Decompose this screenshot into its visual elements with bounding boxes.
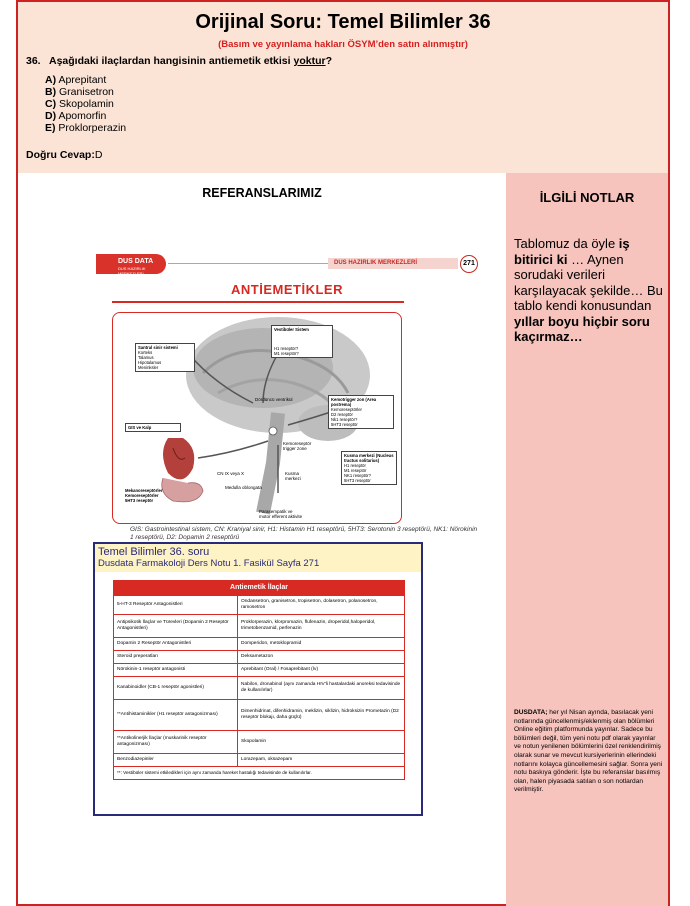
page-frame	[16, 0, 670, 906]
table-row: Dopamin 2 Reseptör Antagonistleri Domperidon, metoklopramid	[114, 637, 404, 650]
question-stem	[26, 55, 332, 67]
answer-options	[45, 74, 126, 134]
table-title: Antiemetik İlaçlar	[114, 581, 404, 595]
question-panel	[18, 2, 668, 173]
table-row: Nörokinin-1 reseptör antagonisti Aprebitant (Oral) / Fosaprebitant (İv)	[114, 663, 404, 676]
antiemetic-table	[113, 580, 405, 780]
book-header: DUS HAZIRLIK MERKEZLERİ	[334, 260, 417, 266]
table-row: Benzodiazepinler Lorazepam, oksazepam	[114, 753, 404, 766]
table-row: Steroid preperatları Deksametazon	[114, 650, 404, 663]
option-c: C) Skopolamin	[45, 98, 114, 110]
notes-small-text: DUSDATA; her yıl Nisan ayında, basılacak yeni notlarında güncellenmiş/eklenmiş olan bölümleri Online eğitim platformunda yayınlar. Sadece bu bölümleri değil, tüm yeni notu pdf olarak yayınlar ve notun yenilenen bölümlerini özel renklendirilmiş olarak sunar ve mevcut kursiyerlerinin ellerindeki notlarını kolayca güncellemesini sağlar. Sonra yeni notu baskıya gönderir. İşte bu referanslar basılmış olan, halen piyasada satılan o son notlardan verilmiştir.	[514, 709, 663, 794]
table-row: Antipsikotik İlaçlar ve Türevleri (Dopamin 2 Reseptör Antagonistleri) Proklorperazin, klorpromazin, flufenazin, droperidol,haloperidol, trimetobenzamid, perfenazin	[114, 614, 404, 637]
question-keyword: yoktur	[293, 55, 326, 67]
option-d: D) Apomorfin	[45, 110, 107, 122]
brand-logo: DUS DATA DUS HAZIRLIK MERKEZLERİ	[96, 254, 166, 274]
question-number: 36.	[26, 55, 41, 67]
question-mark: ?	[325, 55, 333, 67]
box-gis: GIS ve Kalp	[125, 423, 181, 432]
label-medulla: Medulla oblongata	[225, 485, 262, 490]
box-santral: Santral sinir sistemi Korteks Talamus Hipotalamus Meninksler	[135, 343, 195, 372]
overlay-subtitle: Dusdata Farmakoloji Ders Notu 1. Fasikül Sayfa 271	[98, 558, 320, 569]
box-mekanoreseptor: Mekanoreseptörler Kemoreseptörler 5HT3 reseptör	[125, 488, 163, 503]
reference-overlay	[93, 542, 423, 816]
book-page	[96, 254, 494, 544]
label-kusma-merkezi: Kusma merkezi	[285, 471, 301, 482]
notes-title: İLGİLİ NOTLAR	[539, 190, 635, 205]
book-title: ANTİEMETİKLER	[231, 282, 343, 297]
option-b: B) Granisetron	[45, 86, 114, 98]
overlay-header	[95, 544, 421, 572]
page-number: 271	[460, 255, 478, 273]
table-row: **Antikolinerjik İlaçlar (muskarinik reseptör antagonizması) Skopolamin	[114, 730, 404, 753]
option-a: A) Aprepitant	[45, 74, 107, 86]
question-text: Aşağıdaki ilaçlardan hangisinin antiemetik etkisi	[48, 55, 291, 67]
notes-panel	[506, 173, 668, 906]
correct-answer	[26, 149, 102, 161]
answer-value: D	[94, 149, 103, 161]
box-kusma: Kusma merkezi (Nucleus tractus solitarius) H1 reseptör M1 reseptör NK1 reseptör? 5HT3 reseptör	[341, 451, 397, 485]
label-kemoreseptor-zone: Kemoreseptör trigger zone	[283, 441, 312, 452]
table-footnote: **: Vestibüler sistemi etkiledikleri için aynı zamanda hareket hastalığı tedavisinde de kullanılırlar.	[114, 766, 404, 779]
references-title: REFERANSLARIMIZ	[202, 186, 322, 200]
option-e: E) Proklorperazin	[45, 122, 127, 134]
notes-main-text: Tablomuz da öyle iş bitirici ki … Aynen sorudaki verileri karşılayacak şekilde… Bu tablo kendi konusundan yıllar boyu hiçbir soru kaçırmaz…	[514, 236, 663, 344]
label-cn: CN IX veya X	[217, 471, 245, 476]
page-title: Orijinal Soru: Temel Bilimler 36	[195, 11, 491, 33]
copyright-note: (Basım ve yayınlama hakları ÖSYM’den satın alınmıştır)	[218, 39, 468, 50]
label-parasempatik: Parasempatik ve motor efferent aktivite	[259, 509, 303, 520]
table-row: 5-HT-3 Reseptör Antagonistleri Ondansetron, granisetron, tropisetron, dolasetron, polanosetron, ramosetron	[114, 595, 404, 614]
title-rule	[112, 301, 404, 303]
box-vestibuler: Vestibüler Sistem H1 reseptör? M1 reseptör?	[271, 325, 333, 358]
overlay-title: Temel Bilimler 36. soru	[98, 546, 210, 558]
label-dorduncu: Dördüncü ventrikül	[255, 397, 293, 402]
antiemetic-diagram	[112, 312, 402, 524]
diagram-caption: GIS: Gastrointestinal sistem, CN: Kraniyal sinir, H1: Histamin H1 reseptörü, 5HT3: Serotonin 3 reseptörü, NK1: Nörokinin 1 reseptörü, D2: Dopamin 2 reseptörü	[130, 526, 478, 541]
table-row: **Antihistaminikler (H1 reseptör antagonizması) Dimenhidrinat, difenhidramin, meklizin, siklizin, hidroksizin Prometazin (D2 reseptör blokajı, daha güçlü)	[114, 699, 404, 730]
answer-label: Doğru Cevap:	[26, 149, 95, 161]
table-row: Kanabinoidler (CB-1 reseptör agonistleri) Nabilon, dronabinol (aynı zamanda HIV’li hastalardaki anoreksi tedavisinde de kullanılırlar)	[114, 676, 404, 699]
box-kemotrigger: Kemotrigger zon (Area postrema) Kemoreseptörler D2 reseptör Nk1 reseptör? 5HT3 reseptör	[328, 395, 394, 429]
